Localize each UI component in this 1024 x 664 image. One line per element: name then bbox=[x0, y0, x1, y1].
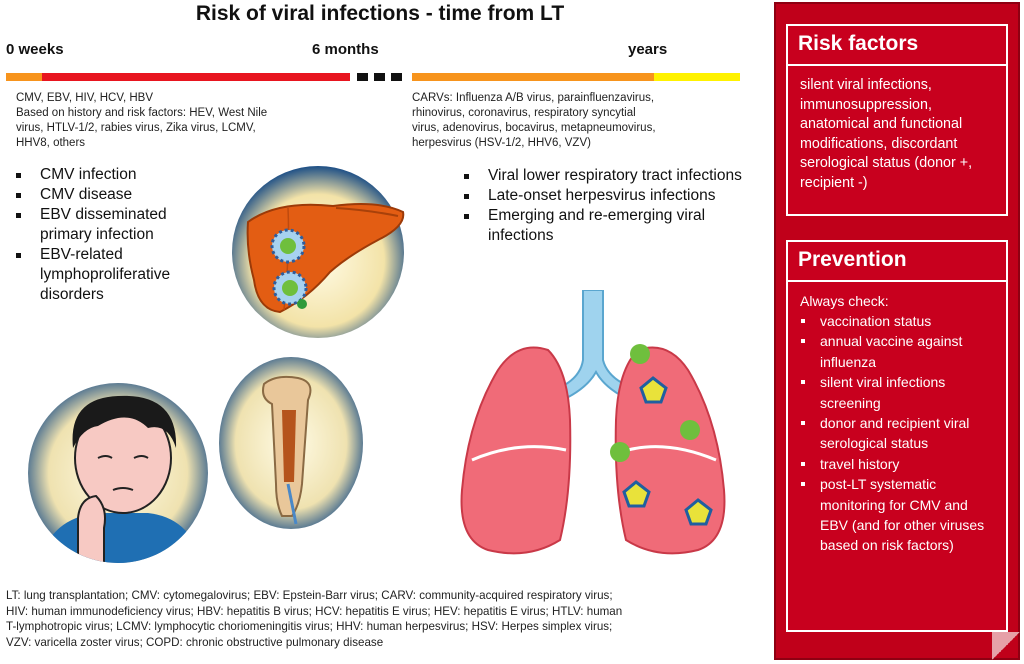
liver-illustration bbox=[218, 160, 418, 340]
list-item: donor and recipient viral serological status bbox=[800, 413, 998, 454]
timeline-start-label: 0 weeks bbox=[6, 41, 64, 58]
timeline-gap-dash bbox=[357, 73, 368, 81]
late-virus-line: rhinovirus, coronavirus, respiratory syncytial bbox=[412, 107, 636, 119]
late-virus-line: virus, adenovirus, bocavirus, metapneumovirus, bbox=[412, 122, 656, 134]
list-item: EBV disseminated primary infection bbox=[14, 205, 214, 245]
timeline-gap-dash bbox=[374, 73, 385, 81]
timeline-bar-early-segment bbox=[6, 73, 42, 81]
risk-factors-box bbox=[786, 24, 1008, 216]
footnote-line: HIV: human immunodeficiency virus; HBV: hepatitis B virus; HCV: hepatitis E virus; HEV: hepatitis E virus; HTLV: human bbox=[6, 604, 623, 618]
list-item: annual vaccine against influenza bbox=[800, 331, 998, 372]
lungs-illustration bbox=[448, 290, 738, 580]
early-virus-line: Based on history and risk factors: HEV, West Nile bbox=[16, 107, 268, 119]
prevention-list bbox=[788, 311, 1006, 556]
early-virus-line: HHV8, others bbox=[16, 137, 86, 149]
prevention-intro: Always check: bbox=[800, 293, 889, 309]
prevention-box bbox=[786, 240, 1008, 632]
late-virus-line: CARVs: Influenza A/B virus, parainfluenzavirus, bbox=[412, 92, 655, 104]
prevention-heading: Prevention bbox=[788, 242, 1006, 282]
list-item: travel history bbox=[800, 454, 998, 474]
early-virus-line: virus, HTLV-1/2, rabies virus, Zika virus, LCMV, bbox=[16, 122, 256, 134]
list-item: Viral lower respiratory tract infections bbox=[462, 166, 752, 186]
timeline-gap-dash bbox=[391, 73, 402, 81]
list-item: silent viral infections screening bbox=[800, 372, 998, 413]
list-item: CMV disease bbox=[14, 185, 214, 205]
footnote-line: LT: lung transplantation; CMV: cytomegalovirus; EBV: Epstein-Barr virus; CARV: community-acquired respiratory virus; bbox=[6, 589, 613, 602]
late-virus-list bbox=[412, 91, 752, 151]
page-title: Risk of viral infections - time from LT bbox=[195, 2, 565, 25]
risk-factors-heading: Risk factors bbox=[788, 26, 1006, 66]
side-panel bbox=[774, 2, 1020, 660]
late-complications-list bbox=[462, 166, 752, 246]
list-item: EBV-related lymphoproliferative disorders bbox=[14, 245, 214, 305]
page-curl-corner bbox=[992, 632, 1020, 660]
timeline-mid-label: 6 months bbox=[312, 41, 379, 58]
timeline-end-label: years bbox=[628, 41, 668, 58]
list-item: Emerging and re-emerging viral infections bbox=[462, 206, 752, 246]
timeline-bar-red-segment bbox=[42, 73, 350, 81]
timeline-bar-yellow-segment bbox=[654, 73, 740, 81]
late-virus-line: herpesvirus (HSV-1/2, HHV6, VZV) bbox=[412, 137, 591, 149]
sick-person-illustration bbox=[18, 378, 218, 568]
footnote-line: VZV: varicella zoster virus; COPD: chronic obstructive pulmonary disease bbox=[6, 635, 384, 649]
footnote-line: T-lymphotropic virus; LCMV: lymphocytic choriomeningitis virus; HHV: human herpesvirus; HSV: Herpes simplex virus; bbox=[6, 620, 613, 633]
early-virus-list bbox=[16, 91, 346, 151]
early-complications-list bbox=[14, 165, 214, 305]
list-item: vaccination status bbox=[800, 311, 998, 331]
abbreviations-footnote bbox=[6, 588, 756, 650]
bone-marrow-illustration bbox=[216, 354, 366, 532]
early-virus-line: CMV, EBV, HIV, HCV, HBV bbox=[16, 92, 154, 104]
list-item: CMV infection bbox=[14, 165, 214, 185]
list-item: post-LT systematic monitoring for CMV and EBV (and for other viruses based on risk factors) bbox=[800, 474, 998, 556]
timeline-bar-orange-segment bbox=[412, 73, 654, 81]
list-item: Late-onset herpesvirus infections bbox=[462, 186, 752, 206]
risk-factors-text: silent viral infections, immunosuppression, anatomical and functional modifications, discordant serological status (donor +, recipient -) bbox=[800, 77, 973, 191]
